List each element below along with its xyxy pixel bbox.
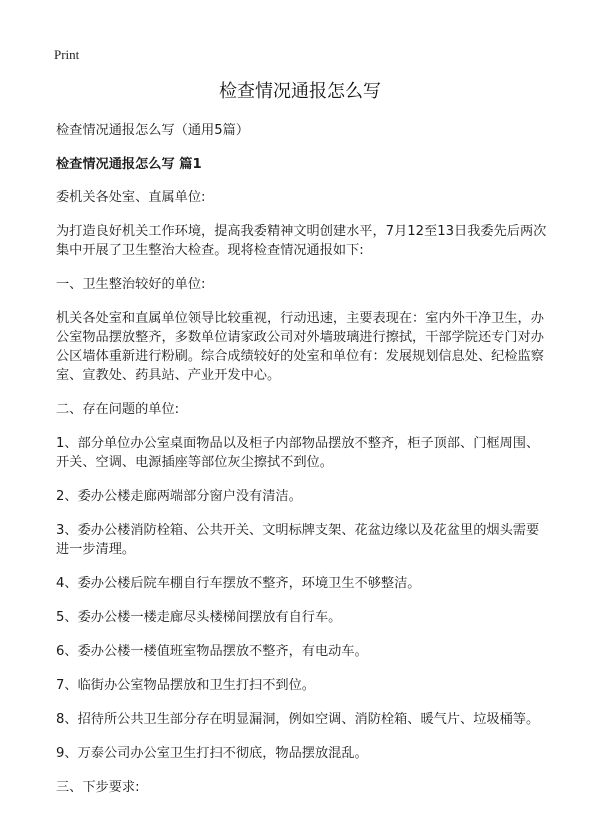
heading-good-units: 一、卫生整治较好的单位:: [56, 277, 206, 292]
list-item-problem-7: 7、临街办公室物品摆放和卫生打扫不到位。: [56, 678, 315, 693]
paragraph-good-units: 机关各处室和直属单位领导比较重视，行动迅速，主要表现在：室内外干净卫生，办公室物品摆放整齐，多数单位请家政公司对外墙玻璃进行擦拭，干部学院还专门对办公区墙体重新进行粉刷。综合成绩较好的处室和单位有：发展规划信息处、纪检监察室、宣教处、药具站、产业开发中心。: [56, 311, 544, 383]
heading-problem-units: 二、存在问题的单位:: [56, 402, 180, 417]
list-item-problem-3: 3、委办公楼消防栓箱、公共开关、文明标牌支架、花盆边缘以及花盆里的烟头需要进一步清理。: [56, 523, 540, 557]
document-title: 检查情况通报怎么写: [219, 81, 381, 102]
heading-next-steps: 三、下步要求:: [56, 780, 140, 795]
document-subtitle: 检查情况通报怎么写（通用5篇）: [56, 123, 250, 138]
list-item-problem-6: 6、委办公楼一楼值班室物品摆放不整齐，有电动车。: [56, 644, 368, 659]
paragraph-salutation: 委机关各处室、直属单位:: [56, 190, 206, 205]
print-link[interactable]: Print: [54, 47, 80, 62]
list-item-problem-1: 1、部分单位办公室桌面物品以及柜子内部物品摆放不整齐，柜子顶部、门框周围、开关、空调、电源插座等部位灰尘擦拭不到位。: [56, 436, 540, 470]
list-item-problem-2: 2、委办公楼走廊两端部分窗户没有清洁。: [56, 489, 302, 504]
list-item-problem-9: 9、万泰公司办公室卫生打扫不彻底，物品摆放混乱。: [56, 746, 368, 761]
list-item-problem-4: 4、委办公楼后院车棚自行车摆放不整齐，环境卫生不够整洁。: [56, 576, 421, 591]
document-body: [56, 121, 550, 812]
list-item-problem-5: 5、委办公楼一楼走廊尽头楼梯间摆放有自行车。: [56, 610, 342, 625]
section-heading: 检查情况通报怎么写 篇1: [56, 157, 202, 172]
paragraph-intro: 为打造良好机关工作环境，提高我委精神文明创建水平，7月12至13日我委先后两次集中开展了卫生整治大检查。现将检查情况通报如下:: [56, 224, 547, 258]
list-item-problem-8: 8、招待所公共卫生部分存在明显漏洞，例如空调、消防栓箱、暖气片、垃圾桶等。: [56, 712, 540, 727]
